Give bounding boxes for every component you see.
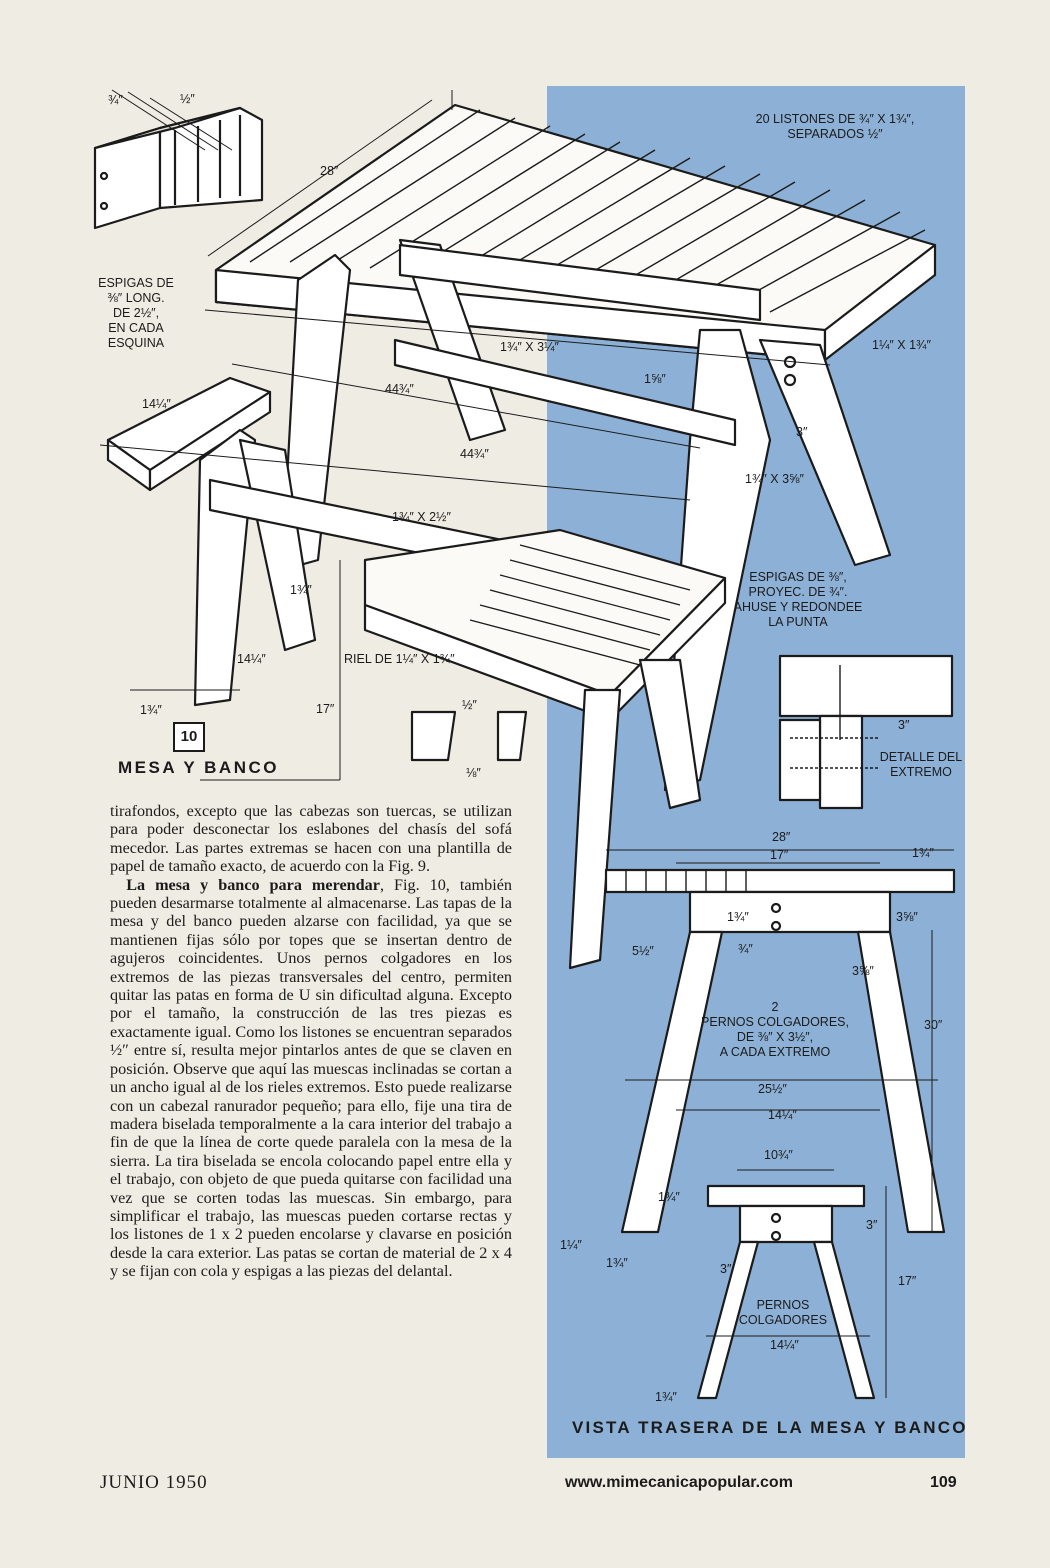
dim-label: 5½″ [632,944,654,958]
dim-label: 1¾″ [912,846,934,860]
dim-label: 14¼″ [142,397,171,411]
espigas-proyec-label: ESPIGAS DE ⅜″, PROYEC. DE ¾″. AHUSE Y REDONDEE LA PUNTA [733,570,863,629]
dim-label: ¾″ [108,93,123,107]
rear-view-title: VISTA TRASERA DE LA MESA Y BANCO [572,1418,968,1437]
dim-label: 1¾″ [658,1190,680,1204]
dim-label: 1¾″ [140,703,162,717]
dim-label: 3⅝″ [852,964,874,978]
dim-label: 14¼″ [770,1338,799,1352]
figure-number: 10 [173,722,205,752]
dim-label: 25½″ [758,1082,787,1096]
dim-label: ½″ [462,698,477,712]
paragraph-lead: La mesa y banco para merendar [126,875,380,894]
pernos-label: PERNOS COLGADORES [738,1298,828,1327]
dim-label: 28″ [772,830,791,844]
end-detail-drawing [780,656,952,808]
espigas-esquina-label: ESPIGAS DE ⅜″ LONG. DE 2½″, EN CADA ESQUINA [98,276,174,350]
dim-label: 17″ [770,848,789,862]
paragraph: La mesa y banco para merendar, Fig. 10, también pueden desarmarse totalmente al almacenarse. Las tapas de la mesa y del banco pueden alzarse con facilidad, ya que se mantienen fijas sólo por topes que se insertan dentro de agujeros coincidentes. Unos pernos colgadores en los extremos de las piezas transversales del centro, permiten quitar las patas en forma de U sin dificultad alguna. Excepto por el tamaño, la construcción de las tres piezas es exactamente igual. Como los listones se encuentran separados ½″ entre sí, resulta mejor pintarlos antes de que se claven en posición. Observe que aquí las muescas inclinadas se cortan a un ancho igual al de los rieles extremos. Esto puede realizarse con un cabezal ranurador pequeño; para ello, fije una tira de madera biselada temporalmente a la cara interior del trabajo a fin de que la línea de corte quede paralela con la mesa de la sierra. La tira biselada se encola colocando papel entre ella y el trabajo, con objeto de que pueda quitarse con facilidad una vez que se corten todas las muescas. Sin embargo, para simplificar el trabajo, las muescas pueden cortarse rectas y los listones de 1 x 2 pueden encolarse y clavarse en posición desde la cara exterior. Las patas se cortan de material de 2 x 4 y se fijan con cola y espigas a las piezas del delantal. [110,875,512,1281]
dim-label: 14¼″ [768,1108,797,1122]
dim-label: 28″ [320,164,339,178]
dim-label: 17″ [316,702,335,716]
dim-label: 1¾″ X 3⅝″ [745,472,804,486]
figure-title: MESA Y BANCO [118,758,279,777]
dim-label: 3⅝″ [896,910,918,924]
detalle-label: DETALLE DEL EXTREMO [879,750,963,779]
dim-label: 1¾″ [290,583,312,597]
dim-label: 44¾″ [385,382,414,396]
listones-label: 20 LISTONES DE ¾″ X 1¾″, SEPARADOS ½″ [755,112,915,141]
dim-label: 1¾″ [655,1390,677,1404]
paragraph: tirafondos, excepto que las cabezas son tuercas, se utilizan para poder desconectar los eslabones del chasís del sofá mecedor. Las partes extremas se hacen con una plantilla de papel de tamaño exacto, de acuerdo con la Fig. 9. [110,802,512,876]
dim-label: 1¾″ [606,1256,628,1270]
dim-label: 10¾″ [764,1148,793,1162]
dim-label: 1¾″ X 3¼″ [500,340,559,354]
joint-detail-drawing [95,90,262,228]
dim-label: 14¼″ [237,652,266,666]
page-number: 109 [930,1474,957,1491]
dim-label: 3″ [898,718,910,732]
dim-label: 44¾″ [460,447,489,461]
dim-label: 1⅝″ [644,372,666,386]
dim-label: 3″ [796,425,808,439]
dim-label: 1¾″ X 2½″ [392,510,451,524]
dim-label: 1¼″ [560,1238,582,1252]
dim-label: 3″ [866,1218,878,1232]
dim-label: 1¾″ [727,910,749,924]
issue-date: JUNIO 1950 [100,1472,208,1493]
dim-label: 30″ [924,1018,943,1032]
dim-label: ¾″ [738,942,753,956]
website-url: www.mimecanicapopular.com [565,1474,793,1491]
article-body [110,802,512,1281]
dim-label: 3″ [720,1262,732,1276]
riel-label: RIEL DE 1¼″ X 1¾″ [344,652,455,666]
dim-label: ½″ [180,92,195,106]
pernos-colgadores-label: 2 PERNOS COLGADORES, DE ⅜″ X 3½″, A CADA EXTREMO [701,1000,849,1059]
dim-label: 1¼″ X 1¾″ [872,338,931,352]
rear-view-bench-drawing [698,1170,886,1398]
dim-label: 17″ [898,1274,917,1288]
dim-label: ⅛″ [466,766,481,780]
